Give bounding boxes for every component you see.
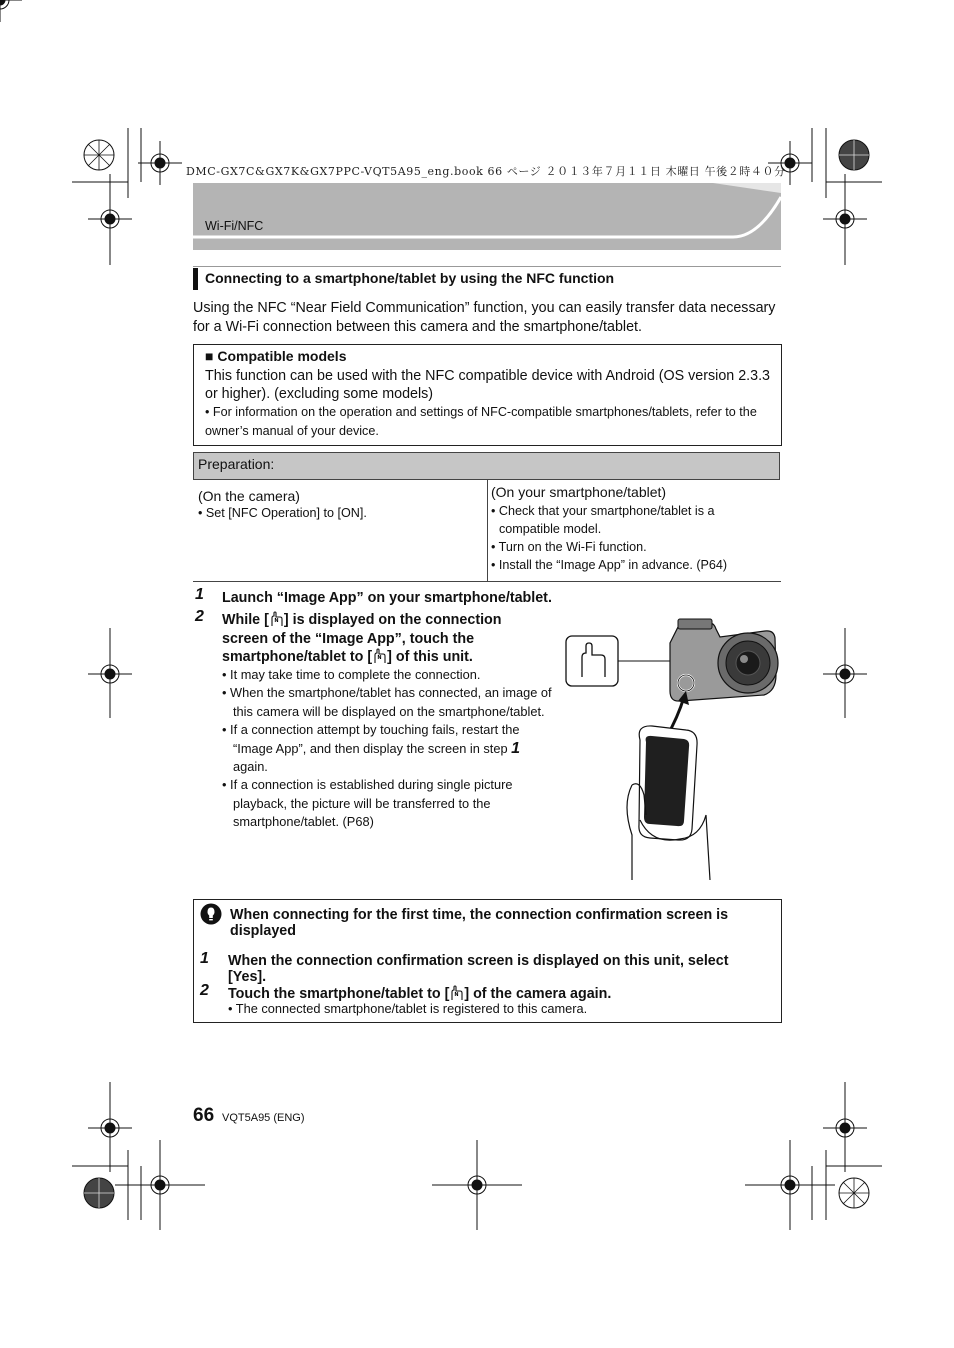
page-code: VQT5A95 (ENG) <box>222 1112 305 1124</box>
nfc-touch-icon <box>449 985 464 1001</box>
page-title: Connecting to a smartphone/tablet by using the NFC function <box>205 270 615 286</box>
list-item: • It may take time to complete the connection. <box>222 667 481 682</box>
tip-step-1-text: When the connection confirmation screen is displayed on this unit, select [Yes]. <box>228 953 729 985</box>
list-item <box>222 721 552 776</box>
note-3-end: again. <box>233 759 268 775</box>
camera-illustration <box>670 619 778 701</box>
nfc-touch-icon <box>372 648 387 664</box>
compatible-models-note: • For information on the operation and settings of NFC-compatible smartphones/tablets, refer to the owner’s manual of your device. <box>205 405 757 438</box>
step-2-text <box>222 611 542 667</box>
step-2-notes <box>222 666 552 832</box>
svg-text:N: N <box>274 618 279 624</box>
preparation-camera-heading: (On the camera) <box>198 488 300 504</box>
preparation-phone-heading: (On your smartphone/tablet) <box>491 484 667 500</box>
step-2-text-c: ] of this unit. <box>387 649 473 665</box>
list-item: • Check that your smartphone/tablet is a compatible model. <box>491 504 715 536</box>
section-label: Wi-Fi/NFC <box>205 219 264 233</box>
print-header: DMC-GX7C&GX7K&GX7PPC-VQT5A95_eng.book 66 ページ ２０１３年７月１１日 木曜日 午後２時４０分 <box>186 165 786 178</box>
registration-mark-icon <box>138 141 182 185</box>
tip-note: • The connected smartphone/tablet is registered to this camera. <box>228 1001 588 1016</box>
step-2-text-b: ] is displayed on the connection screen of the “Image App”, touch the smartphone/tablet to [ <box>222 612 502 665</box>
preparation-label: Preparation: <box>198 456 275 472</box>
tip-step-2-text <box>228 985 611 1002</box>
tip-lightbulb-icon <box>200 903 222 925</box>
note-3-step-ref: 1 <box>511 739 521 757</box>
tip-step-1-number: 1 <box>200 950 209 967</box>
nfc-touch-icon <box>269 611 284 627</box>
title-bar <box>193 268 198 290</box>
compatible-models-text: This function can be used with the NFC compatible device with Android (OS version 2.3.3 or higher). (excluding some models) <box>205 368 771 402</box>
nfc-touch-icon <box>566 636 618 686</box>
intro-paragraph: Using the NFC “Near Field Communication” function, you can easily transfer data necessary for a Wi-Fi connection between this camera and the smartphone/tablet. <box>193 300 776 335</box>
tip-step-2-number: 2 <box>200 982 209 999</box>
preparation-phone-list <box>491 502 776 574</box>
title-rule <box>193 266 781 267</box>
preparation-header <box>193 452 780 480</box>
smartphone-illustration <box>639 726 697 840</box>
tip-title: When connecting for the first time, the connection confirmation screen is displayed <box>230 907 729 939</box>
preparation-divider <box>487 480 488 581</box>
step-2-text-a: While [ <box>222 612 269 628</box>
svg-text:N: N <box>454 992 459 998</box>
list-item: • When the smartphone/tablet has connected, an image of this camera will be displayed on the smartphone/tablet. <box>222 685 552 719</box>
preparation-bottom-rule <box>193 581 781 582</box>
tip-step-2-text-b: ] of the camera again. <box>464 986 612 1002</box>
list-item: • If a connection is established during single picture playback, the picture will be transferred to the smartphone/tablet. (P68) <box>222 777 513 830</box>
svg-text:N: N <box>377 655 382 661</box>
section-band <box>193 183 781 250</box>
note-3-text: • If a connection attempt by touching fails, restart the “Image App”, and then display the screen in step <box>222 722 520 756</box>
list-item: • Install the “Image App” in advance. (P64) <box>491 558 728 572</box>
preparation-camera-item: • Set [NFC Operation] to [ON]. <box>198 506 367 520</box>
list-item: • Turn on the Wi-Fi function. <box>491 540 647 554</box>
nfc-illustration <box>560 605 785 885</box>
compatible-models-title: ■ Compatible models <box>205 348 347 364</box>
step-1-text: Launch “Image App” on your smartphone/tablet. <box>222 590 552 606</box>
step-1-number: 1 <box>195 586 204 603</box>
tip-step-2-text-a: Touch the smartphone/tablet to [ <box>228 986 450 1002</box>
page-number: 66 <box>193 1105 215 1126</box>
step-2-number: 2 <box>195 608 204 625</box>
